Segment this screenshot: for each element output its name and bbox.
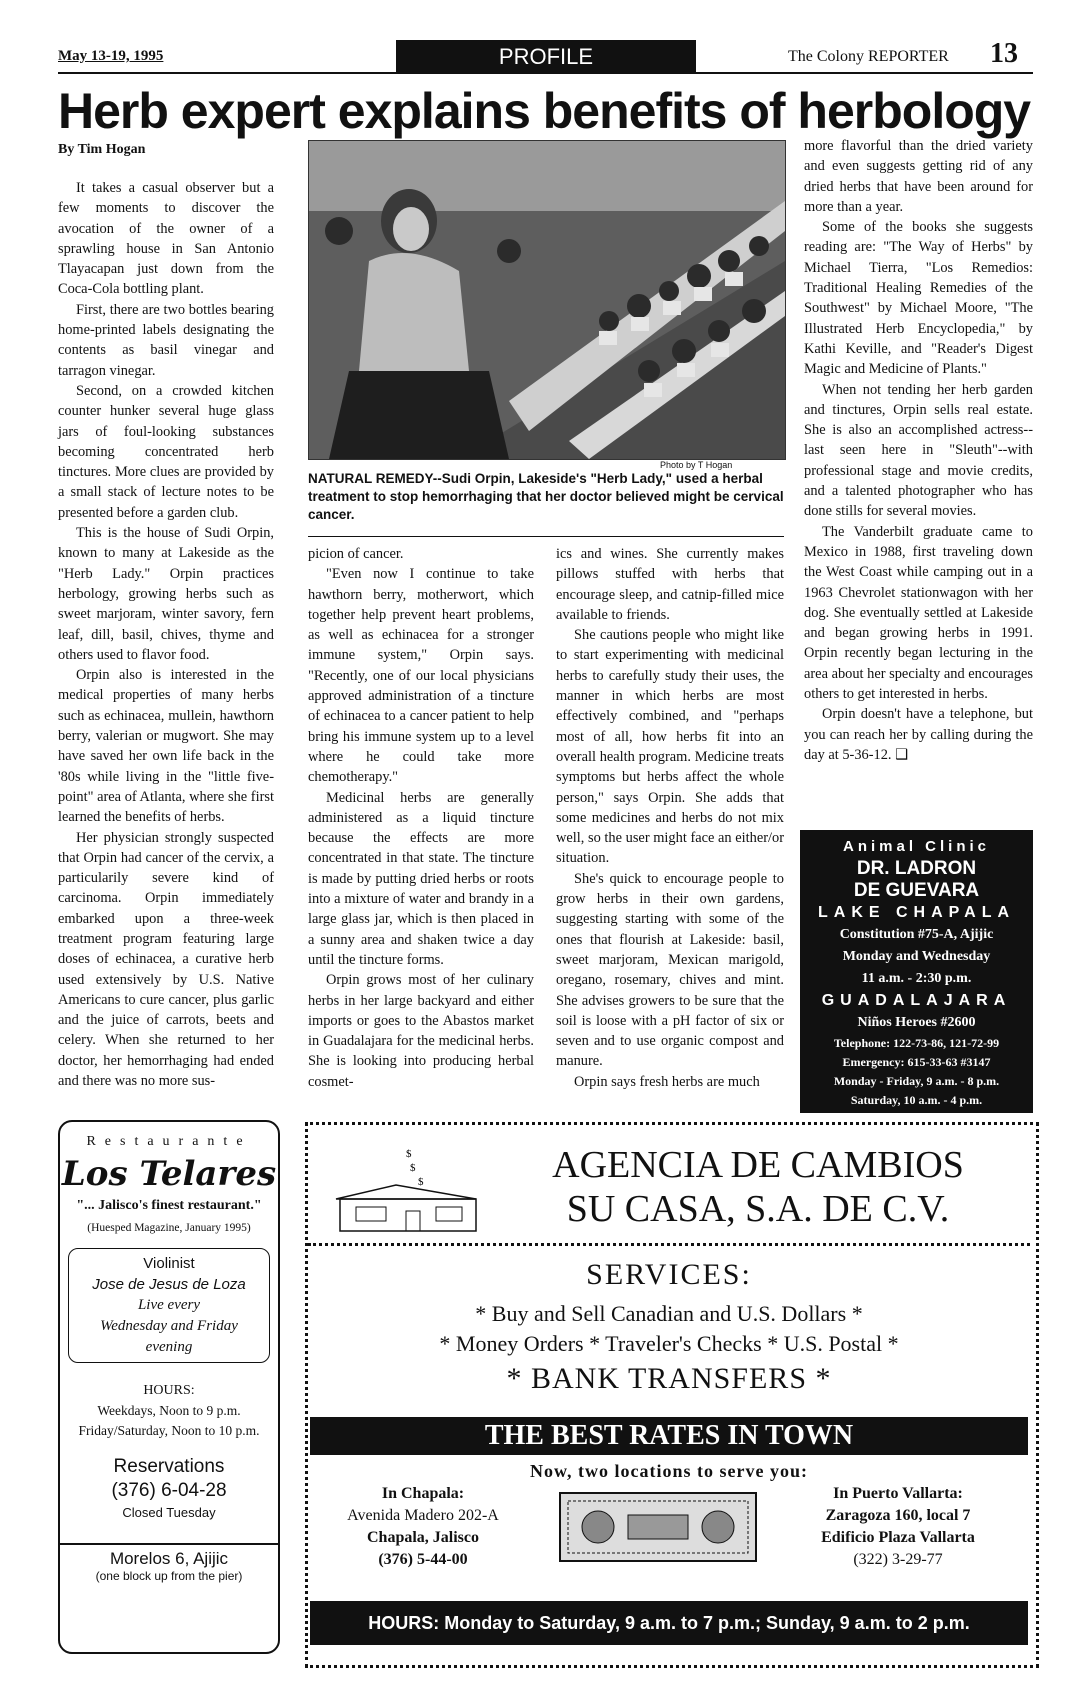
restaurant-directions: (one block up from the pier) — [95, 1569, 243, 1583]
herb-garden-photo — [309, 141, 785, 459]
reservations-label: Reservations — [113, 1456, 225, 1477]
hours-weekend: Friday/Saturday, Noon to 10 p.m. — [78, 1423, 260, 1438]
restaurant-source: (Huesped Magazine, January 1995) — [87, 1222, 251, 1234]
svg-text:$: $ — [418, 1176, 424, 1188]
article-paragraph: This is the house of Sudi Orpin, known to many at Lakeside as the "Herb Lady." Orpin practices herbology, growing herbs such as sweet marjoram, winter savory, fern leaf, dill, basil, chives, thyme and others used to flavor food. — [58, 525, 274, 663]
headline: Herb expert explains benefits of herbology — [58, 83, 1031, 139]
vallarta-location — [778, 1483, 1018, 1571]
article-column-4 — [804, 136, 1033, 765]
vallarta-phone: (322) 3-29-77 — [853, 1551, 943, 1568]
chapala-label: In Chapala: — [381, 1485, 465, 1502]
article-paragraph: Medicinal herbs are generally administered as a liquid tincture because the effects are more concentrated in that state. The tincture is made by putting dried herbs or roots into a mixture of water and brandy in a large glass jar, which is then placed in a sunny area and shaken twice a day until the tincture forms. — [308, 789, 534, 968]
clinic-hours-saturday: Saturday, 10 a.m. - 4 p.m. — [850, 1093, 983, 1107]
article-paragraph: Orpin grows most of her culinary herbs in her large backyard and either imports or goes to the Abastos market in Guadalajara for the medicinal herbs. She is looking into producing herbal cosmet- — [308, 972, 534, 1090]
clinic-address-1: Constitution #75-A, Ajijic — [839, 927, 994, 942]
live-line-2: Wednesday and Friday — [100, 1318, 238, 1334]
chapala-city: Chapala, Jalisco — [366, 1529, 479, 1546]
service-dollars: * Buy and Sell Canadian and U.S. Dollars * — [475, 1301, 863, 1326]
clinic-hours-1: 11 a.m. - 2:30 p.m. — [861, 971, 972, 986]
violinist-box — [68, 1248, 270, 1363]
agency-divider — [308, 1243, 1030, 1246]
animal-clinic-ad — [800, 830, 1033, 1113]
closed-day: Closed Tuesday — [122, 1505, 216, 1520]
restaurant-tagline: "... Jalisco's finest restaurant." — [76, 1198, 262, 1213]
svg-text:$: $ — [410, 1162, 416, 1174]
header-rule — [58, 72, 1033, 74]
vallarta-building: Edificio Plaza Vallarta — [821, 1529, 975, 1546]
byline: By Tim Hogan — [58, 142, 146, 157]
restaurant-name: Los Telares — [61, 1154, 277, 1194]
clinic-telephone: Telephone: 122-73-86, 121-72-99 — [833, 1036, 1000, 1050]
clinic-address-2: Niños Heroes #2600 — [857, 1015, 976, 1030]
article-paragraph: picion of cancer. — [308, 546, 404, 562]
article-paragraph: She cautions people who might like to start experimenting with medicinal herbs to carefully study their uses, the manner in which herbs are most effectively combined, and "perhaps most of all, how herbs fit into an overall health program. Medicine treats symptoms but herbs affect the whole person," says Orpin. She adds that some medicines and herbs do not mix well, so the user might face an either/or situation. — [556, 627, 784, 867]
agency-hours: HOURS: Monday to Saturday, 9 a.m. to 7 p.m.; Sunday, 9 a.m. to 2 p.m. — [310, 1601, 1028, 1645]
chapala-phone: (376) 5-44-00 — [378, 1551, 468, 1568]
article-paragraph: Her physician strongly suspected that Orpin had cancer of the cervix, a particularily severe kind of carcinoma. Orpin immediately embarked upon a three-week treatment program featuring large doses of echinacea, a curative herb used extensively by U.S. Native Americans to cure cancer, plus garlic and the juice of carrots, beets and celery. When she returned to her doctor, her hemorrhaging had ended and there was no more sus- — [58, 829, 274, 1090]
clinic-days-1: Monday and Wednesday — [842, 949, 991, 964]
banknote-icon — [558, 1491, 758, 1563]
article-paragraph: The Vanderbilt graduate came to Mexico in 1988, first traveling down the West Coast while camping out in a 1963 Chevrolet stationwagon with her dog. She eventually settled at Lakeside and began growing herbs in 1991. Orpin recently began lecturing in the area about her specialty and encourages others to get interested in herbs. — [804, 523, 1033, 703]
chapala-location — [318, 1483, 528, 1571]
article-paragraph: First, there are two bottles bearing home-printed labels designating the contents as basil vinegar and tarragon vinegar. — [58, 301, 274, 379]
currency-exchange-ad — [305, 1122, 1039, 1668]
violinist-name: Jose de Jesus de Loza — [92, 1276, 246, 1293]
article-paragraph: ics and wines. She currently makes pillows stuffed with herbs that encourage sleep, and catnip-filled mice available to friends. — [556, 546, 784, 623]
service-money-orders: * Money Orders * Traveler's Checks * U.S. Postal * — [439, 1331, 899, 1356]
article-paragraph: Orpin doesn't have a telephone, but you can reach her by calling during the day at 5-36-12. ❑ — [804, 706, 1033, 763]
article-paragraph: Second, on a crowded kitchen counter hunker several huge glass jars of foul-looking substances becoming concentrated herb tinctures. More clues are provided by a small stack of lecture notes to be presented before a garden club. — [58, 382, 274, 521]
restaurant-ad — [58, 1120, 280, 1654]
article-paragraph: When not tending her herb garden and tinctures, Orpin sells real estate. She is also an accomplished actress--last seen here in "Sleuth"--with professional stage and movie credits, and a talented photographer who has done stills for several movies. — [804, 381, 1033, 520]
clinic-emergency: Emergency: 615-33-63 #3147 — [842, 1055, 991, 1069]
article-paragraph: more flavorful than the dried variety and even suggests getting rid of any dried herbs that have been around for more than a year. — [804, 138, 1033, 215]
caption-rule — [308, 536, 784, 537]
agency-name-1: AGENCIA DE CAMBIOS — [552, 1144, 964, 1186]
live-line-3: evening — [145, 1339, 193, 1355]
house-icon — [326, 1145, 486, 1235]
clinic-doctor-1: DR. LADRON — [856, 858, 977, 879]
section-label: PROFILE — [396, 40, 696, 74]
page-number: 13 — [990, 38, 1018, 69]
article-paragraph: It takes a casual observer but a few moments to discover the avocation of the owner of a sprawling house in San Antonio Tlayacapan just down from the Coca-Cola bottling plant. — [58, 180, 274, 298]
agency-name-2: SU CASA, S.A. DE C.V. — [566, 1188, 950, 1230]
vallarta-label: In Puerto Vallarta: — [833, 1485, 963, 1502]
issue-date: May 13-19, 1995 — [58, 48, 164, 64]
locations-heading: Now, two locations to serve you: — [530, 1461, 808, 1481]
photo-credit: Photo by T Hogan — [660, 460, 733, 470]
article-paragraph: Orpin says fresh herbs are much — [574, 1073, 760, 1090]
restaurant-address: Morelos 6, Ajijic — [58, 1543, 280, 1569]
article-column-1 — [58, 178, 274, 1091]
clinic-location-2: GUADALAJARA — [821, 992, 1012, 1009]
article-paragraph: She's quick to encourage people to grow herbs in their own gardens, suggesting starting with some of the ones that flourish at Lakeside: basil, sweet marjoram, Mexican marigold, oregano, rosemary, chives and mint. She advises growers to be sure that the soil is loose with a pH factor of six or seven and to use organic compost and manure. — [556, 870, 784, 1070]
article-paragraph: "Even now I continue to take hawthorn berry, motherwort, which together help prevent heart problems, as well as echinacea for a stronger immune system," Orpin says. "Recently, one of our local physicians approved administration of a tincture of echinacea to a cancer patient to help bring his immune system up to a level where he could take more chemotherapy." — [308, 566, 534, 786]
live-line-1: Live every — [137, 1297, 201, 1313]
photo-caption: NATURAL REMEDY--Sudi Orpin, Lakeside's "Herb Lady," used a herbal treatment to stop hemorrhaging that her doctor believed might be cervical cancer. — [308, 471, 784, 522]
clinic-location-1: LAKE CHAPALA — [817, 904, 1016, 921]
restaurant-label: Restaurante — [86, 1134, 252, 1149]
services-heading: SERVICES: — [586, 1258, 752, 1291]
best-rates-banner: THE BEST RATES IN TOWN — [310, 1417, 1028, 1455]
paper-name: The Colony REPORTER — [788, 48, 949, 65]
service-bank-transfers: * BANK TRANSFERS * — [506, 1362, 832, 1395]
violinist-label: Violinist — [143, 1255, 195, 1272]
article-photo — [308, 140, 786, 460]
clinic-doctor-2: DE GUEVARA — [853, 880, 980, 901]
hours-weekdays: Weekdays, Noon to 9 p.m. — [97, 1403, 241, 1418]
reservations-phone: (376) 6-04-28 — [111, 1480, 227, 1501]
clinic-hours-weekday: Monday - Friday, 9 a.m. - 8 p.m. — [833, 1074, 1000, 1088]
article-paragraph: Some of the books she suggests reading are: "The Way of Herbs" by Michael Tierra, "Los Remedios: Traditional Healing Remedies of the Southwest" by Michael Moore, "The Illustrated Herb Encyclopedia," by Kathi Keville, and "Reader's Digest Magic and Medicine of Plants." — [804, 219, 1033, 378]
vallarta-address: Zaragoza 160, local 7 — [825, 1507, 971, 1524]
article-column-2 — [308, 544, 534, 1092]
chapala-address: Avenida Madero 202-A — [347, 1507, 499, 1524]
svg-text:$: $ — [406, 1148, 412, 1160]
hours-label: HOURS: — [143, 1383, 195, 1398]
article-column-3 — [556, 544, 784, 1092]
clinic-label: Animal Clinic — [842, 838, 991, 855]
article-paragraph: Orpin also is interested in the medical properties of many herbs such as echinacea, mullein, hawthorn berry, valerian or mugwort. She may have saved her own life back in the '80s while living in the "little five-point" area of Atlanta, where she first learned the benefits of herbs. — [58, 667, 274, 826]
